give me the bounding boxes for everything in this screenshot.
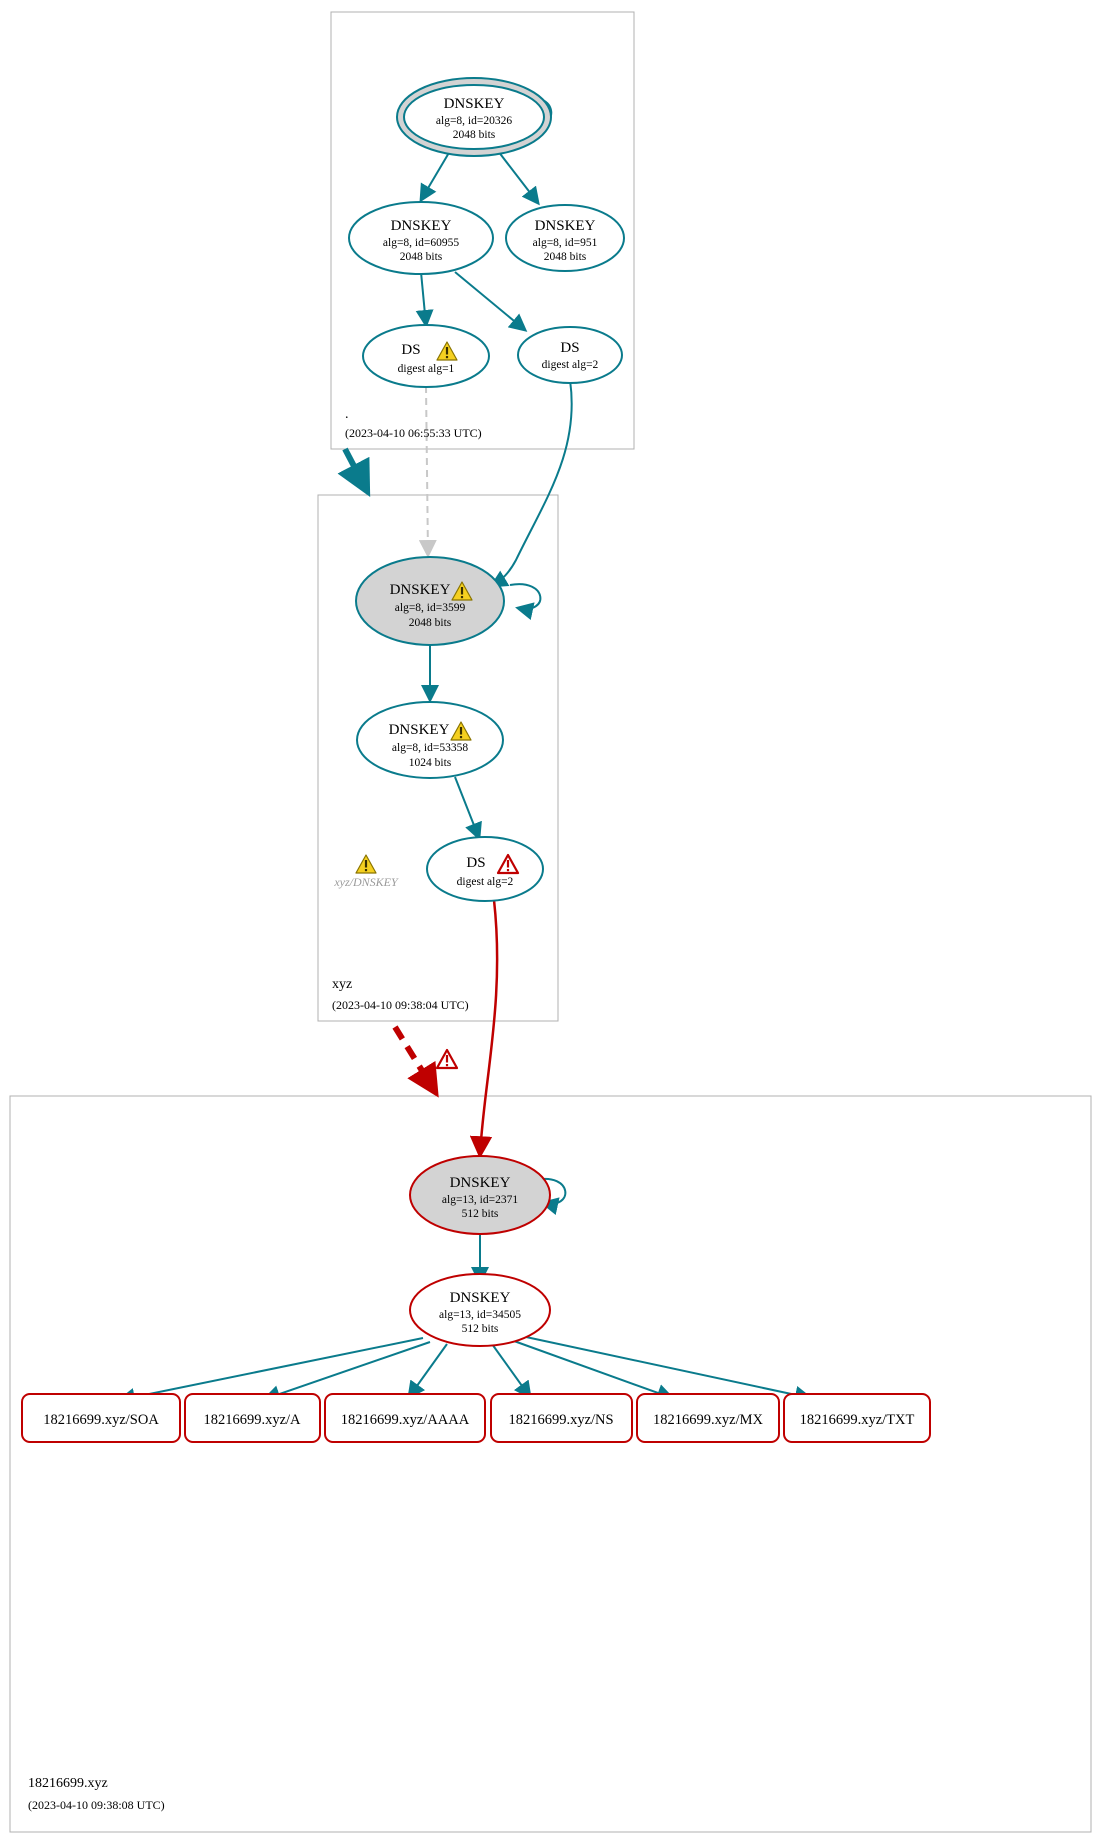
edge-root-ksk-to-zsk60955 — [421, 151, 450, 200]
zone-box-leaf — [10, 1096, 1091, 1832]
node-line3: 1024 bits — [408, 757, 452, 769]
zone-label-root: . — [345, 407, 349, 422]
rrset-a[interactable] — [185, 1394, 320, 1442]
node-root-zsk-60955[interactable] — [349, 202, 493, 274]
edge-ds2-to-xyz-ksk — [492, 380, 572, 586]
ghost-label: xyz/DNSKEY — [334, 875, 398, 889]
rrset-label: 18216699.xyz/TXT — [799, 1412, 915, 1428]
edge-xyz-zsk-to-ds — [455, 777, 479, 838]
edge-leaf-zsk-to-aaaa — [409, 1344, 447, 1397]
rrset-label: 18216699.xyz/MX — [653, 1412, 763, 1428]
edge-root-ksk-to-zsk951 — [498, 151, 538, 203]
node-root-ds-alg2[interactable] — [518, 327, 622, 383]
node-title: DNSKEY — [389, 582, 451, 598]
node-line2: alg=8, id=60955 — [382, 237, 460, 249]
rrset-aaaa[interactable] — [325, 1394, 485, 1442]
rrset-txt[interactable] — [784, 1394, 930, 1442]
node-xyz-zsk-53358[interactable] — [357, 702, 503, 778]
node-line2: digest alg=1 — [397, 363, 455, 375]
node-xyz-ksk-3599[interactable] — [356, 557, 504, 645]
edge-xyz-ksk-self — [510, 584, 540, 609]
rrset-label: 18216699.xyz/AAAA — [340, 1412, 470, 1428]
node-title: DS — [466, 855, 486, 871]
rrset-ns[interactable] — [491, 1394, 632, 1442]
node-title: DNSKEY — [390, 218, 452, 234]
node-line3: 2048 bits — [408, 617, 452, 629]
node-root-ds-alg1[interactable] — [363, 325, 489, 387]
edge-root-to-xyz-zone — [345, 449, 366, 489]
warning-triangle-icon — [356, 855, 376, 873]
node-line2: alg=13, id=34505 — [439, 1309, 521, 1321]
edge-xyz-ds-to-leaf-ksk — [480, 900, 497, 1155]
edge-leaf-zsk-to-txt — [526, 1337, 810, 1398]
node-line2: alg=8, id=53358 — [391, 742, 469, 754]
zone-timestamp-leaf: (2023-04-10 09:38:08 UTC) — [28, 1798, 165, 1812]
rrset-label: 18216699.xyz/SOA — [43, 1412, 159, 1428]
node-root-ksk-20326[interactable] — [397, 78, 551, 156]
rrset-label: 18216699.xyz/A — [203, 1412, 301, 1428]
zone-timestamp-xyz: (2023-04-10 09:38:04 UTC) — [332, 998, 469, 1012]
node-line2: alg=8, id=951 — [532, 237, 598, 249]
rrset-mx[interactable] — [637, 1394, 779, 1442]
zone-timestamp-root: (2023-04-10 06:55:33 UTC) — [345, 426, 482, 440]
node-line3: 2048 bits — [543, 251, 587, 263]
edge-leaf-zsk-to-a — [265, 1342, 430, 1399]
node-line3: 512 bits — [461, 1323, 499, 1335]
error-triangle-icon — [437, 1050, 457, 1068]
node-title: DS — [560, 340, 580, 356]
node-title: DNSKEY — [449, 1175, 511, 1191]
edge-leaf-zsk-to-soa — [120, 1338, 423, 1400]
edge-root-zsk-to-ds2 — [455, 272, 525, 330]
edge-leaf-zsk-to-ns — [492, 1344, 530, 1397]
node-line3: 512 bits — [461, 1208, 499, 1220]
node-line2: digest alg=2 — [456, 876, 514, 888]
node-title: DNSKEY — [449, 1290, 511, 1306]
edge-xyz-to-leaf-zone-broken — [395, 1027, 434, 1090]
rrset-soa[interactable] — [22, 1394, 180, 1442]
edge-root-zsk-to-ds1 — [421, 272, 426, 325]
zone-label-leaf: 18216699.xyz — [28, 1776, 108, 1791]
node-line2: alg=13, id=2371 — [441, 1194, 519, 1206]
node-title: DNSKEY — [534, 218, 596, 234]
zone-label-xyz: xyz — [332, 977, 353, 992]
node-title: DNSKEY — [388, 722, 450, 738]
node-line2: digest alg=2 — [541, 359, 599, 371]
edge-ds1-to-xyz-ksk — [426, 386, 428, 555]
node-leaf-ksk-2371[interactable] — [410, 1156, 550, 1234]
node-leaf-zsk-34505[interactable] — [410, 1274, 550, 1346]
node-title: DS — [401, 342, 421, 358]
edge-leaf-zsk-to-mx — [514, 1341, 672, 1398]
node-line3: 2048 bits — [452, 129, 496, 141]
node-line3: 2048 bits — [399, 251, 443, 263]
node-line2: alg=8, id=20326 — [435, 115, 513, 127]
node-root-zsk-951[interactable] — [506, 205, 624, 271]
node-title: DNSKEY — [443, 96, 505, 112]
node-xyz-ds-alg2[interactable] — [427, 837, 543, 901]
node-line2: alg=8, id=3599 — [394, 602, 466, 614]
rrset-label: 18216699.xyz/NS — [508, 1412, 614, 1428]
node-xyz-dnskey-missing — [333, 855, 399, 889]
